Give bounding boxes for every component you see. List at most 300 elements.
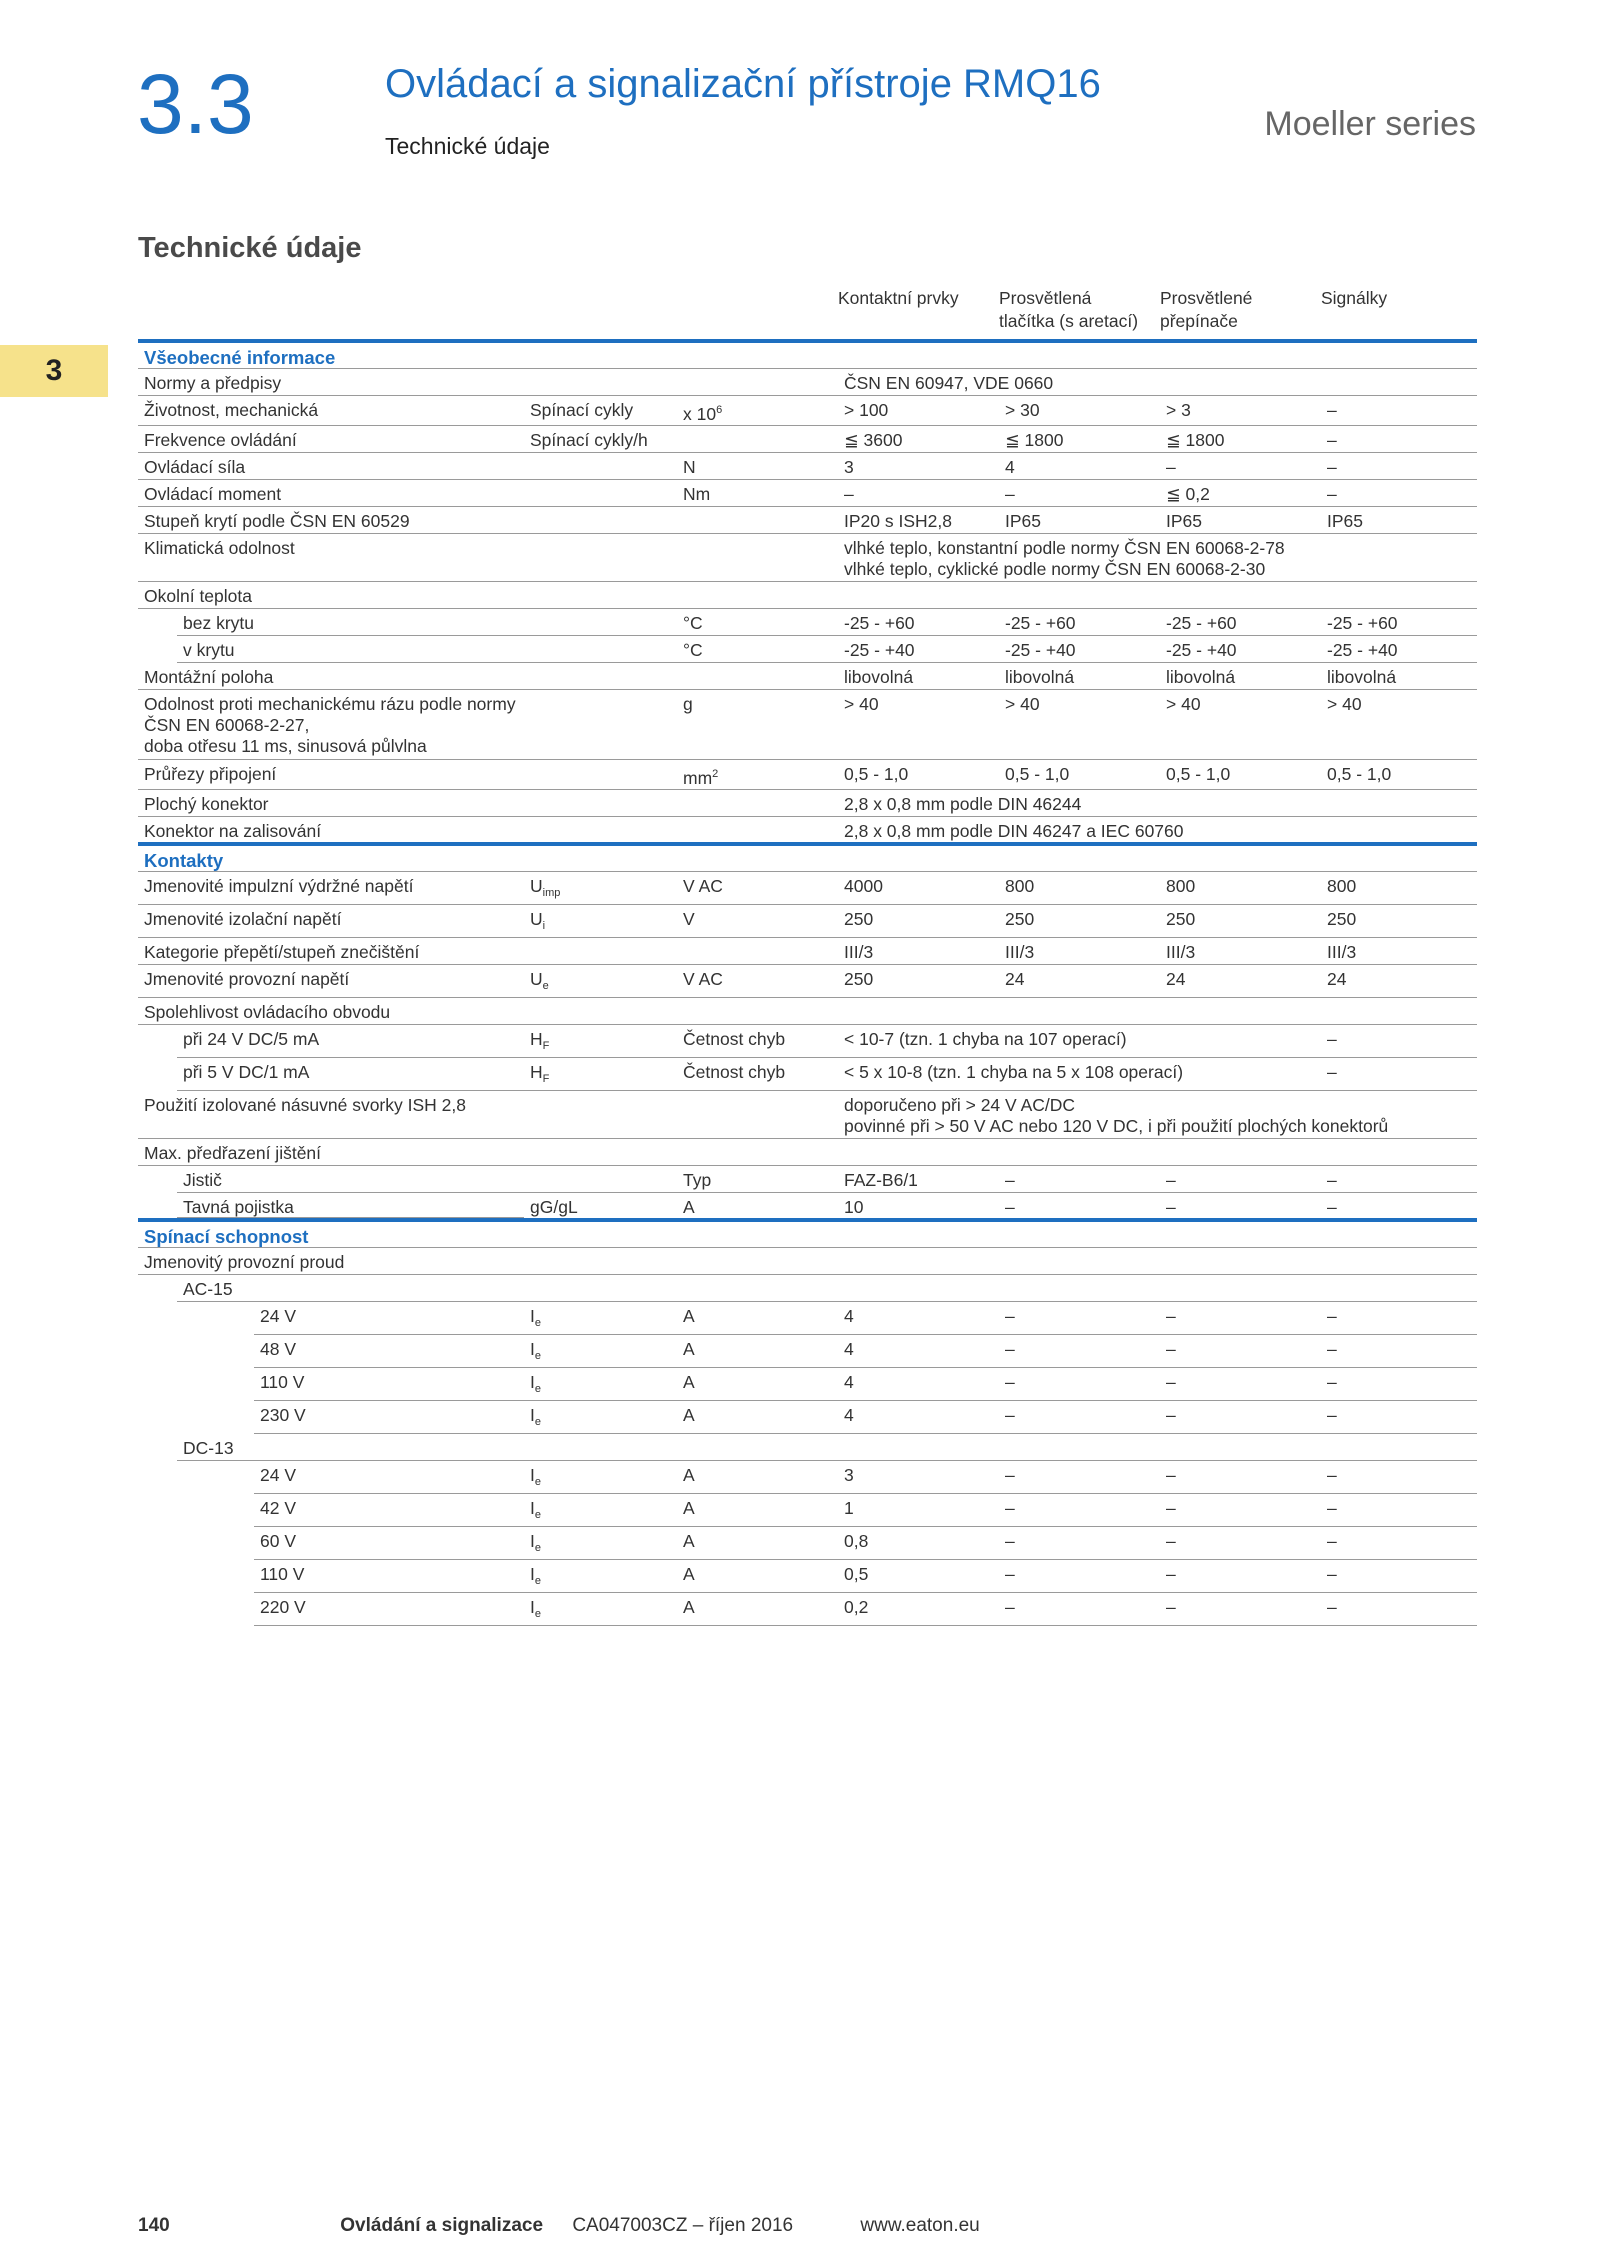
- row-value: 0,5 - 1,0: [999, 760, 1160, 790]
- row-value: 0,8: [838, 1527, 999, 1560]
- row-value-empty: [1321, 1434, 1477, 1461]
- row-value: 24: [1321, 965, 1477, 998]
- row-unit: [677, 817, 838, 845]
- symbol-base: I: [530, 1531, 535, 1551]
- spec-row: [138, 1025, 1477, 1058]
- row-label: Ovládací síla: [138, 453, 524, 480]
- row-value: –: [1321, 1058, 1477, 1091]
- row-unit: [677, 582, 838, 609]
- row-value: 4: [838, 1335, 999, 1368]
- spec-row: [138, 396, 1477, 426]
- spec-row: [138, 790, 1477, 817]
- row-label: Použití izolované násuvné svorky ISH 2,8: [138, 1091, 524, 1139]
- symbol-base: H: [530, 1029, 543, 1049]
- row-symbol: [524, 480, 677, 507]
- row-value-empty: [1321, 1139, 1477, 1166]
- row-value: 250: [999, 905, 1160, 938]
- spec-row: [138, 369, 1477, 396]
- row-label: 230 V: [138, 1401, 524, 1434]
- row-label: Odolnost proti mechanickému rázu podle normy ČSN EN 60068-2-27, doba otřesu 11 ms, sinusová půlvlna: [138, 690, 524, 760]
- page-number: 140: [138, 2215, 170, 2236]
- column-header-contact-elements: Kontaktní prvky: [838, 288, 959, 308]
- page-title: Ovládací a signalizační přístroje RMQ16: [385, 62, 1101, 106]
- row-symbol: [524, 1593, 677, 1626]
- row-symbol: [524, 760, 677, 790]
- spec-row: [138, 534, 1477, 582]
- row-value: libovolná: [1160, 663, 1321, 690]
- row-value: 4: [838, 1368, 999, 1401]
- row-value: 0,5 - 1,0: [838, 760, 999, 790]
- footer-catalog: CA047003CZ – říjen 2016: [572, 2215, 794, 2236]
- row-value: 10: [838, 1193, 999, 1221]
- symbol-base: I: [530, 1597, 535, 1617]
- row-value: III/3: [1321, 938, 1477, 965]
- row-label: Frekvence ovládání: [138, 426, 524, 453]
- row-value: IP65: [999, 507, 1160, 534]
- spec-table: [138, 339, 1477, 1626]
- spec-row: [138, 1368, 1477, 1401]
- row-value: > 40: [838, 690, 999, 760]
- row-label: Jmenovité impulzní výdržné napětí: [138, 872, 524, 905]
- row-label: 110 V: [138, 1560, 524, 1593]
- row-value-empty: [1160, 998, 1321, 1025]
- row-symbol: [524, 938, 677, 965]
- row-unit: V AC: [677, 965, 838, 998]
- row-symbol: [524, 1434, 677, 1461]
- row-value: –: [999, 1494, 1160, 1527]
- row-symbol: [524, 507, 677, 534]
- row-unit: A: [677, 1527, 838, 1560]
- row-value: 0,5: [838, 1560, 999, 1593]
- symbol-subscript: e: [534, 1509, 541, 1521]
- row-value: –: [1321, 1401, 1477, 1434]
- row-value-empty: [838, 1275, 999, 1302]
- row-value: libovolná: [999, 663, 1160, 690]
- spec-row: [138, 1302, 1477, 1335]
- row-value: –: [999, 1560, 1160, 1593]
- row-unit: [677, 534, 838, 582]
- row-unit: [677, 1275, 838, 1302]
- section-header-row: [138, 341, 1477, 369]
- spec-row: [138, 998, 1477, 1025]
- spec-row: [138, 938, 1477, 965]
- row-value: –: [999, 480, 1160, 507]
- symbol-base: I: [530, 1372, 535, 1392]
- row-value: –: [1321, 1494, 1477, 1527]
- row-value-span: 2,8 x 0,8 mm podle DIN 46247 a IEC 60760: [838, 817, 1477, 845]
- row-value: > 100: [838, 396, 999, 426]
- row-value: –: [1160, 1193, 1321, 1221]
- row-value: –: [1321, 396, 1477, 426]
- row-value: libovolná: [838, 663, 999, 690]
- row-value: III/3: [1160, 938, 1321, 965]
- row-unit: V AC: [677, 872, 838, 905]
- spec-row: [138, 1139, 1477, 1166]
- row-value: –: [999, 1302, 1160, 1335]
- row-label: Okolní teplota: [138, 582, 524, 609]
- row-value-empty: [999, 1434, 1160, 1461]
- row-value: –: [1160, 1302, 1321, 1335]
- row-unit: [677, 938, 838, 965]
- spec-row: [138, 1248, 1477, 1275]
- row-symbol: Spínací cykly: [524, 396, 677, 426]
- row-value: –: [1160, 1494, 1321, 1527]
- row-value: 0,2: [838, 1593, 999, 1626]
- row-unit: [677, 1139, 838, 1166]
- row-label: Kategorie přepětí/stupeň znečištění: [138, 938, 524, 965]
- row-symbol: [524, 453, 677, 480]
- row-value: IP20 s ISH2,8: [838, 507, 999, 534]
- row-value-empty: [1160, 1434, 1321, 1461]
- row-label: Jmenovité izolační napětí: [138, 905, 524, 938]
- chapter-tab: 3: [0, 345, 108, 397]
- row-value: –: [1321, 1335, 1477, 1368]
- row-label: Stupeň krytí podle ČSN EN 60529: [138, 507, 524, 534]
- row-label: Montážní poloha: [138, 663, 524, 690]
- symbol-base: U: [530, 909, 543, 929]
- row-symbol: [524, 1494, 677, 1527]
- row-value: –: [1321, 1368, 1477, 1401]
- symbol-subscript: e: [534, 1542, 541, 1554]
- section-header-row: [138, 844, 1477, 872]
- row-value-empty: [999, 582, 1160, 609]
- row-value: 250: [1160, 905, 1321, 938]
- spec-row: [138, 1193, 1477, 1221]
- symbol-subscript: e: [534, 1416, 541, 1428]
- row-value: 0,5 - 1,0: [1321, 760, 1477, 790]
- row-label: Spolehlivost ovládacího obvodu: [138, 998, 524, 1025]
- spec-row: [138, 1275, 1477, 1302]
- unit-base: x 10: [683, 404, 717, 424]
- row-value: FAZ-B6/1: [838, 1166, 999, 1193]
- row-unit: A: [677, 1593, 838, 1626]
- spec-row: [138, 1091, 1477, 1139]
- row-unit: Četnost chyb: [677, 1025, 838, 1058]
- unit-superscript: 2: [712, 768, 719, 780]
- symbol-subscript: F: [542, 1073, 550, 1085]
- spec-row: [138, 507, 1477, 534]
- row-unit: [677, 1434, 838, 1461]
- row-value: -25 - +40: [1321, 636, 1477, 663]
- row-symbol: [524, 582, 677, 609]
- row-value: –: [1321, 1461, 1477, 1494]
- row-label: Konektor na zalisování: [138, 817, 524, 845]
- row-symbol: [524, 998, 677, 1025]
- row-symbol: [524, 1401, 677, 1434]
- row-label: Jmenovité provozní napětí: [138, 965, 524, 998]
- row-value-span: < 5 x 10-8 (tzn. 1 chyba na 5 x 108 operací): [838, 1058, 1321, 1091]
- row-unit: N: [677, 453, 838, 480]
- symbol-subscript: e: [542, 980, 549, 992]
- row-symbol: [524, 1335, 677, 1368]
- row-label: 24 V: [138, 1461, 524, 1494]
- row-value: –: [1160, 453, 1321, 480]
- unit-base: mm: [683, 768, 713, 788]
- row-unit: [677, 998, 838, 1025]
- column-headers: [838, 287, 1478, 337]
- row-value: –: [999, 1461, 1160, 1494]
- row-value: -25 - +60: [838, 609, 999, 636]
- row-unit: A: [677, 1401, 838, 1434]
- symbol-base: I: [530, 1564, 535, 1584]
- page-footer: [138, 2215, 980, 2237]
- row-unit: A: [677, 1560, 838, 1593]
- row-label: 110 V: [138, 1368, 524, 1401]
- spec-row: [138, 480, 1477, 507]
- symbol-subscript: e: [534, 1350, 541, 1362]
- row-value: 250: [1321, 905, 1477, 938]
- row-value: –: [1160, 1560, 1321, 1593]
- symbol-base: U: [530, 876, 543, 896]
- row-label: 24 V: [138, 1302, 524, 1335]
- spec-row: [138, 1461, 1477, 1494]
- row-symbol: [524, 663, 677, 690]
- row-label: 48 V: [138, 1335, 524, 1368]
- row-value: ≦ 1800: [999, 426, 1160, 453]
- symbol-base: I: [530, 1339, 535, 1359]
- row-value: -25 - +40: [838, 636, 999, 663]
- row-unit: °C: [677, 609, 838, 636]
- row-value: –: [1160, 1593, 1321, 1626]
- row-value: libovolná: [1321, 663, 1477, 690]
- spec-row: [138, 817, 1477, 845]
- row-label: 220 V: [138, 1593, 524, 1626]
- row-symbol: [524, 1527, 677, 1560]
- row-value: III/3: [838, 938, 999, 965]
- row-symbol: [524, 905, 677, 938]
- row-value: 4000: [838, 872, 999, 905]
- row-value: –: [1321, 1166, 1477, 1193]
- row-symbol: [524, 817, 677, 845]
- spec-row: [138, 636, 1477, 663]
- row-value-span: ČSN EN 60947, VDE 0660: [838, 369, 1477, 396]
- row-value: –: [1160, 1368, 1321, 1401]
- spec-row: [138, 1527, 1477, 1560]
- series-label: Moeller series: [1264, 105, 1476, 143]
- row-unit: [677, 507, 838, 534]
- row-value: 4: [999, 453, 1160, 480]
- spec-row: [138, 872, 1477, 905]
- symbol-subscript: e: [534, 1476, 541, 1488]
- row-value: –: [1160, 1461, 1321, 1494]
- row-symbol: [524, 1058, 677, 1091]
- row-label: AC-15: [138, 1275, 524, 1302]
- row-value: > 30: [999, 396, 1160, 426]
- row-value: 3: [838, 1461, 999, 1494]
- content-heading: Technické údaje: [138, 232, 362, 264]
- row-value: –: [1321, 1560, 1477, 1593]
- symbol-base: I: [530, 1306, 535, 1326]
- row-value: –: [1321, 1302, 1477, 1335]
- row-value-span: doporučeno při > 24 V AC/DC povinné při > 50 V AC nebo 120 V DC, i při použití plochých konektorů: [838, 1091, 1477, 1139]
- row-symbol: [524, 1368, 677, 1401]
- spec-row: [138, 1494, 1477, 1527]
- row-value: ≦ 0,2: [1160, 480, 1321, 507]
- row-symbol: [524, 1166, 677, 1193]
- section-title: Spínací schopnost: [138, 1220, 1477, 1248]
- row-symbol: [524, 872, 677, 905]
- row-value-empty: [838, 1434, 999, 1461]
- row-symbol: [524, 1275, 677, 1302]
- row-label: Jmenovitý provozní proud: [138, 1248, 524, 1275]
- row-label: 42 V: [138, 1494, 524, 1527]
- row-value: ≦ 1800: [1160, 426, 1321, 453]
- row-value: > 40: [999, 690, 1160, 760]
- row-value-empty: [1321, 1275, 1477, 1302]
- row-symbol: [524, 790, 677, 817]
- row-unit: [677, 426, 838, 453]
- row-symbol: [524, 534, 677, 582]
- row-symbol: gG/gL: [524, 1193, 677, 1221]
- row-value: –: [1160, 1335, 1321, 1368]
- row-unit: A: [677, 1368, 838, 1401]
- section-header-row: [138, 1220, 1477, 1248]
- row-value-empty: [838, 1248, 999, 1275]
- row-value: –: [838, 480, 999, 507]
- row-value-empty: [999, 1139, 1160, 1166]
- spec-row: [138, 1593, 1477, 1626]
- symbol-base: I: [530, 1465, 535, 1485]
- symbol-subscript: F: [542, 1040, 550, 1052]
- row-value: –: [1160, 1166, 1321, 1193]
- row-value-empty: [1321, 1248, 1477, 1275]
- column-header-illuminated-selectors: Prosvětlené přepínače: [1160, 288, 1253, 331]
- row-value: 1: [838, 1494, 999, 1527]
- row-label: Normy a předpisy: [138, 369, 524, 396]
- row-value: 24: [1160, 965, 1321, 998]
- symbol-subscript: e: [534, 1317, 541, 1329]
- row-symbol: [524, 1091, 677, 1139]
- row-value: -25 - +60: [999, 609, 1160, 636]
- row-unit: [677, 790, 838, 817]
- symbol-base: H: [530, 1062, 543, 1082]
- spec-row: [138, 663, 1477, 690]
- row-label: bez krytu: [138, 609, 524, 636]
- row-value-empty: [838, 582, 999, 609]
- row-value: IP65: [1321, 507, 1477, 534]
- row-value-empty: [838, 1139, 999, 1166]
- row-value: III/3: [999, 938, 1160, 965]
- row-unit: Typ: [677, 1166, 838, 1193]
- row-value: -25 - +60: [1160, 609, 1321, 636]
- symbol-subscript: i: [542, 920, 546, 932]
- spec-row: [138, 1335, 1477, 1368]
- row-value: 0,5 - 1,0: [1160, 760, 1321, 790]
- row-value-span: vlhké teplo, konstantní podle normy ČSN EN 60068-2-78 vlhké teplo, cyklické podle normy ČSN EN 60068-2-30: [838, 534, 1477, 582]
- row-label: Průřezy připojení: [138, 760, 524, 790]
- spec-row: [138, 1058, 1477, 1091]
- row-value-empty: [1160, 1139, 1321, 1166]
- spec-row: [138, 760, 1477, 790]
- row-label: DC-13: [138, 1434, 524, 1461]
- row-unit: [677, 369, 838, 396]
- row-value-empty: [1321, 582, 1477, 609]
- spec-row: [138, 426, 1477, 453]
- row-value: –: [999, 1335, 1160, 1368]
- section-number: 3.3: [137, 57, 254, 151]
- row-value: 3: [838, 453, 999, 480]
- row-symbol: [524, 369, 677, 396]
- row-unit: V: [677, 905, 838, 938]
- symbol-subscript: imp: [542, 887, 561, 899]
- row-value: –: [1160, 1527, 1321, 1560]
- row-unit: A: [677, 1193, 838, 1221]
- row-value-empty: [1160, 1248, 1321, 1275]
- row-symbol: [524, 1560, 677, 1593]
- row-value: –: [1321, 1593, 1477, 1626]
- row-value: -25 - +40: [1160, 636, 1321, 663]
- symbol-subscript: e: [534, 1608, 541, 1620]
- page-subtitle: Technické údaje: [385, 133, 550, 159]
- row-value-span: 2,8 x 0,8 mm podle DIN 46244: [838, 790, 1477, 817]
- row-label: v krytu: [138, 636, 524, 663]
- row-symbol: [524, 1025, 677, 1058]
- row-value: –: [999, 1593, 1160, 1626]
- row-value: > 40: [1160, 690, 1321, 760]
- section-title: Kontakty: [138, 844, 1477, 872]
- row-unit: A: [677, 1302, 838, 1335]
- row-symbol: [524, 636, 677, 663]
- row-unit: °C: [677, 636, 838, 663]
- row-value-empty: [838, 998, 999, 1025]
- row-symbol: [524, 1139, 677, 1166]
- row-label: Tavná pojistka: [138, 1193, 524, 1221]
- footer-url: www.eaton.eu: [860, 2215, 980, 2236]
- footer-title: Ovládání a signalizace: [340, 2215, 544, 2236]
- symbol-subscript: e: [534, 1383, 541, 1395]
- column-header-illuminated-buttons: Prosvětlená tlačítka (s aretací): [999, 288, 1139, 331]
- row-unit: Nm: [677, 480, 838, 507]
- row-label: Max. předřazení jištění: [138, 1139, 524, 1166]
- row-label: Ovládací moment: [138, 480, 524, 507]
- row-unit: [677, 663, 838, 690]
- spec-row: [138, 905, 1477, 938]
- row-value-empty: [999, 998, 1160, 1025]
- row-value: –: [999, 1401, 1160, 1434]
- row-value: 4: [838, 1302, 999, 1335]
- row-value: IP65: [1160, 507, 1321, 534]
- row-value: > 3: [1160, 396, 1321, 426]
- row-value-empty: [999, 1275, 1160, 1302]
- row-value: –: [999, 1166, 1160, 1193]
- row-value-empty: [1321, 998, 1477, 1025]
- spec-row: [138, 582, 1477, 609]
- column-header-indicator-lights: Signálky: [1321, 288, 1388, 308]
- row-value: -25 - +60: [1321, 609, 1477, 636]
- spec-row: [138, 1560, 1477, 1593]
- row-value: 800: [1321, 872, 1477, 905]
- row-unit: [677, 396, 838, 426]
- row-value: 24: [999, 965, 1160, 998]
- symbol-base: I: [530, 1498, 535, 1518]
- unit-superscript: 6: [716, 404, 723, 416]
- row-unit: A: [677, 1335, 838, 1368]
- spec-row: [138, 1166, 1477, 1193]
- row-unit: A: [677, 1494, 838, 1527]
- row-value: –: [999, 1368, 1160, 1401]
- symbol-subscript: e: [534, 1575, 541, 1587]
- row-value: –: [1321, 1193, 1477, 1221]
- row-value: 250: [838, 965, 999, 998]
- row-unit: [677, 1091, 838, 1139]
- row-value: 250: [838, 905, 999, 938]
- row-label: při 24 V DC/5 mA: [138, 1025, 524, 1058]
- row-label: 60 V: [138, 1527, 524, 1560]
- spec-row: [138, 609, 1477, 636]
- row-label: Jistič: [138, 1166, 524, 1193]
- row-value: 800: [999, 872, 1160, 905]
- row-value: 4: [838, 1401, 999, 1434]
